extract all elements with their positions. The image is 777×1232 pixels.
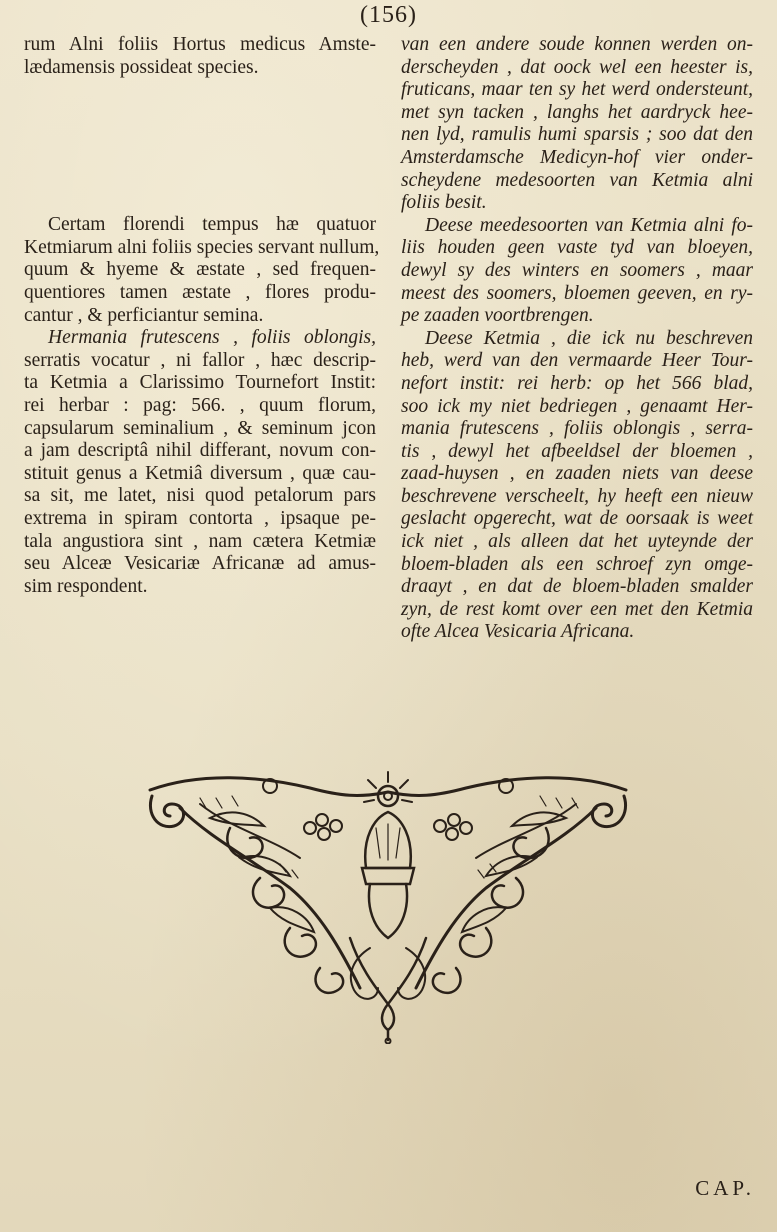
text-line: derscheyden , dat oock wel een heester is,: [401, 56, 753, 78]
right-paragraph-1: [401, 34, 753, 215]
text-line: scheydene medesoorten van Ketmia alni: [401, 169, 753, 191]
text-line: zyn, de rest komt over een met den Ketmia: [401, 598, 753, 620]
text-line: stituit genus a Ketmiâ diversum , quæ cau-: [24, 462, 376, 484]
text-line: van een andere soude konnen werden on-: [401, 34, 753, 55]
text-line: mania frutescens , foliis oblongis , serra-: [401, 418, 753, 440]
text-line: a jam descriptâ nihil differant, novum con-: [24, 440, 376, 462]
text-line: liis houden geen vaste tyd van bloeyen,: [401, 237, 753, 259]
text-line: nefort instit: rei herb: op het 566 blad,: [401, 372, 753, 394]
text-line: meest des soomers, bloemen geeven, en ry-: [401, 282, 753, 304]
right-paragraph-2: [401, 215, 753, 328]
text-line: sim respondent.: [24, 575, 148, 597]
text-line: dewyl sy des winters en soomers , maar: [401, 259, 753, 281]
right-paragraph-3: [401, 328, 753, 644]
text-line: serratis vocatur , ni fallor , hæc descrip-: [24, 349, 376, 371]
text-line: met syn tacken , langhs het aardryck hee-: [401, 101, 753, 123]
text-line: Hermania frutescens , foliis oblongis,: [48, 327, 376, 349]
text-line: quum & hyeme & æstate , sed frequen-: [24, 259, 376, 281]
text-line: Ketmiarum alni foliis species servant nullum,: [24, 236, 380, 258]
text-line: soo ick my niet bedriegen , genaamt Her-: [401, 395, 753, 417]
text-line: ta Ketmia a Clarissimo Tournefort Instit:: [24, 372, 376, 394]
text-line: extrema in spiram contorta , ipsaque pe-: [24, 507, 376, 529]
text-line: geslacht opgerecht, wat de oorsaak is weet: [401, 508, 753, 530]
text-line: ofte Alcea Vesicaria Africana.: [401, 621, 635, 643]
left-paragraph-2: [24, 214, 380, 327]
floral-tailpiece-ornament-icon: [140, 768, 636, 1044]
text-line: Amsterdamsche Medicyn-hof vier onder-: [401, 146, 753, 168]
text-line: heb, werd van den vermaarde Heer Tour-: [401, 350, 753, 372]
text-line: pe zaaden voortbrengen.: [401, 305, 594, 327]
text-line: tis , dewyl het afbeeldsel der bloemen ,: [401, 440, 753, 462]
text-line: sa sit, me latet, nisi quod petalorum pars: [24, 485, 376, 507]
column-gap: [24, 79, 376, 214]
left-paragraph-1: [24, 34, 376, 79]
text-line: Certam florendi tempus hæ quatuor: [48, 214, 376, 236]
text-line: Deese Ketmia , die ick nu beschreven: [425, 327, 753, 349]
text-line: nen lyd, ramulis humi sparsis ; soo dat den: [401, 124, 753, 146]
text-line: draayt , en dat de bloem-bladen smalder: [401, 576, 753, 598]
text-line: beschrevene verscheelt, hy heeft een nieuw: [401, 485, 753, 507]
text-line: bloem-bladen als een schroef zyn omge-: [401, 553, 753, 575]
text-line: capsularum seminalium , & seminum jcon: [24, 417, 376, 439]
text-line: fruticans, maar ten sy het werd ondersteunt,: [401, 79, 753, 101]
catchword: CAP.: [695, 1176, 755, 1200]
left-column: [24, 34, 380, 598]
text-line: rei herbar : pag: 566. , quum florum,: [24, 394, 376, 416]
text-line: foliis besit.: [401, 192, 487, 214]
text-line: lædamensis possideat species.: [24, 56, 259, 78]
text-line: Deese meedesoorten van Ketmia alni fo-: [425, 214, 753, 236]
text-line: cantur , & perficiantur semina.: [24, 304, 264, 326]
left-paragraph-3: [24, 327, 376, 598]
text-line: seu Alceæ Vesicariæ Africanæ ad amus-: [24, 553, 376, 575]
text-line: rum Alni foliis Hortus medicus Amste-: [24, 34, 376, 55]
text-line: tala angustiora sint , nam cætera Ketmiæ: [24, 530, 376, 552]
page-number: (156): [360, 2, 417, 28]
text-line: quentiores tamen æstate , flores produ-: [24, 281, 376, 303]
text-line: zaad-huysen , en zaaden niets van deese: [401, 463, 753, 485]
text-line: ick niet , als alleen dat het uyteynde der: [401, 531, 753, 553]
right-column: [401, 34, 753, 644]
